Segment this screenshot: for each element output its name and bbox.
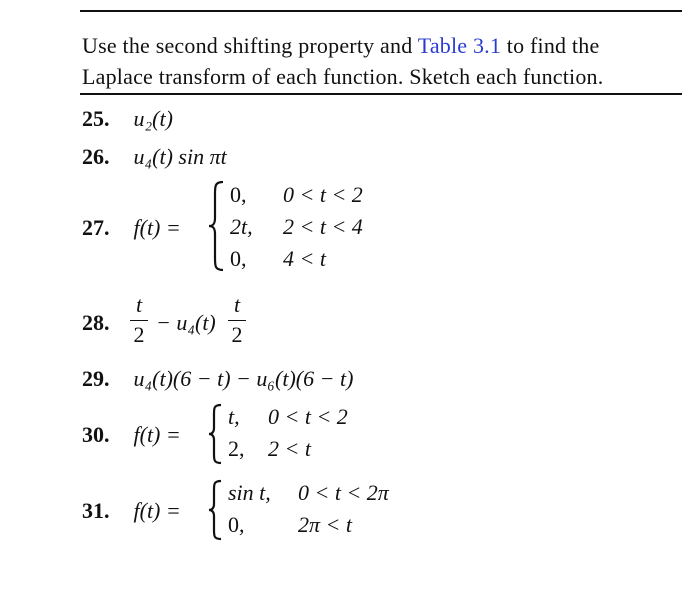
problem-number: 30.: [82, 422, 110, 447]
case-condition: 0 < t < 2π: [298, 480, 389, 505]
problem-number: 27.: [82, 215, 110, 240]
top-rule: [80, 10, 682, 12]
expression-middle: − u₄(t): [156, 310, 216, 335]
function-lhs: f(t) =: [133, 422, 181, 447]
table-link[interactable]: Table 3.1: [417, 33, 502, 58]
function-lhs: f(t) =: [133, 215, 181, 240]
problem-number: 31.: [82, 498, 110, 523]
left-brace-icon: [206, 180, 226, 272]
case-row: 0,: [230, 246, 247, 271]
problem-30: [82, 422, 181, 448]
function-lhs: f(t) =: [133, 498, 181, 523]
case-row: 2,: [228, 436, 245, 461]
case-condition: 0 < t < 2: [268, 404, 348, 429]
case-condition: 2 < t < 4: [283, 214, 363, 239]
instructions-line-1: Use the second shifting property and Table 3.1 to find the: [82, 33, 600, 58]
case-row: 0,: [228, 512, 245, 537]
case-row: sin t,: [228, 480, 271, 505]
case-condition: 2π < t: [298, 512, 352, 537]
fraction-numerator: t: [233, 292, 241, 317]
problem-number: 28.: [82, 310, 110, 335]
case-condition: 4 < t: [283, 246, 326, 271]
left-brace-icon: [206, 403, 224, 465]
left-brace-icon: [206, 479, 224, 541]
section-rule: [80, 93, 682, 95]
problem-25: [82, 106, 173, 132]
instructions: [82, 30, 684, 92]
fraction-denominator: 2: [133, 322, 145, 347]
problem-29: [82, 366, 353, 392]
problem-28: [82, 310, 128, 336]
problem-expression: u₄(t) sin πt: [133, 144, 227, 169]
instructions-line-2: Laplace transform of each function. Sketch each function.: [82, 64, 604, 89]
case-condition: 2 < t: [268, 436, 311, 461]
case-condition: 0 < t < 2: [283, 182, 363, 207]
problem-31: [82, 498, 181, 524]
problem-number: 26.: [82, 144, 110, 169]
fraction-numerator: t: [135, 292, 143, 317]
fraction-denominator: 2: [231, 322, 243, 347]
problem-number: 29.: [82, 366, 110, 391]
problem-expression: u₄(t)(6 − t) − u₆(t)(6 − t): [133, 366, 354, 391]
problem-26: [82, 144, 227, 170]
problem-27: [82, 215, 181, 241]
case-row: t,: [228, 404, 240, 429]
case-row: 0,: [230, 182, 247, 207]
case-row: 2t,: [230, 214, 253, 239]
problem-number: 25.: [82, 106, 110, 131]
problem-expression: u₂(t): [133, 106, 173, 131]
